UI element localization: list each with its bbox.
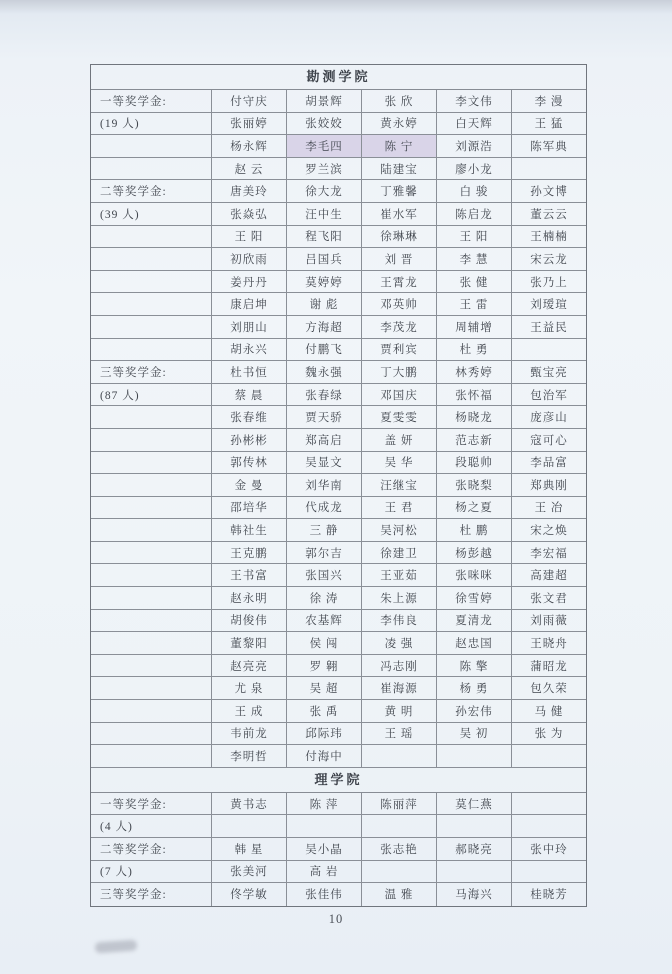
- student-name-cell: 杨彭越: [437, 542, 512, 564]
- student-name-cell: 马海兴: [437, 883, 512, 906]
- student-name-cell: [512, 339, 586, 361]
- section-header: 勘测学院: [91, 65, 586, 90]
- table-row: [91, 564, 586, 587]
- student-name-cell: 陈 擎: [437, 655, 512, 677]
- student-name-cell: 吴 超: [287, 677, 362, 699]
- table-row: [91, 745, 586, 768]
- student-name-cell: 孙彬彬: [212, 429, 287, 451]
- student-name-cell: 张晓梨: [437, 474, 512, 496]
- table-row: [91, 655, 586, 678]
- student-name-cell: [512, 861, 586, 883]
- student-name-cell: 蔡 晨: [212, 384, 287, 406]
- student-name-cell: 陈 萍: [287, 793, 362, 815]
- student-name-cell: 汪中生: [287, 203, 362, 225]
- student-name-cell: 谢 彪: [287, 293, 362, 315]
- table-row: [91, 542, 586, 565]
- tier-label-cell: 三等奖学金:: [91, 361, 212, 383]
- student-name-cell: 赵亮亮: [212, 655, 287, 677]
- tier-label-cell: [91, 677, 212, 699]
- student-name-cell: 王霄龙: [362, 271, 437, 293]
- tier-label-cell: [91, 519, 212, 541]
- student-name-cell: 徐大龙: [287, 180, 362, 202]
- table-row: [91, 406, 586, 429]
- table-row: [91, 452, 586, 475]
- student-name-cell: 董云云: [530, 208, 568, 221]
- tier-label-cell: [91, 158, 212, 180]
- tier-label-cell: [91, 497, 212, 519]
- student-name-cell: 胡俊伟: [212, 610, 287, 632]
- student-name-cell: 韦前龙: [212, 723, 287, 745]
- student-name-cell: 白 骏: [437, 180, 512, 202]
- student-name-cell: 杜 鹏: [437, 519, 512, 541]
- student-name-cell: 王克鹏: [212, 542, 287, 564]
- tier-label-cell: [91, 655, 212, 677]
- student-name-cell: 朱上源: [362, 587, 437, 609]
- student-name-cell: 邱际玮: [287, 723, 362, 745]
- student-name-cell: 黄永婷: [362, 113, 437, 135]
- table-row: [91, 587, 586, 610]
- student-name-cell: 张中玲: [530, 843, 568, 856]
- student-name-cell: 王 瑶: [362, 723, 437, 745]
- student-name-cell: 王亚茹: [362, 564, 437, 586]
- student-name-cell: 王 冶: [534, 502, 564, 515]
- table-row: [91, 519, 586, 542]
- student-name-cell: 盖 妍: [362, 429, 437, 451]
- tier-label-cell: [91, 632, 212, 654]
- student-name-cell: 张 为: [534, 728, 564, 741]
- table-row: [91, 632, 586, 655]
- section-header: 理学院: [91, 768, 586, 793]
- table-row: [91, 271, 586, 294]
- student-name-cell: 王 猛: [534, 118, 564, 131]
- ink-smudge: [95, 940, 138, 954]
- student-name-cell: 付鹏飞: [287, 339, 362, 361]
- student-name-cell: 丁大鹏: [362, 361, 437, 383]
- student-name-cell: 邵培华: [212, 497, 287, 519]
- table-row: [91, 815, 586, 838]
- student-name-cell: 张美河: [212, 861, 287, 883]
- student-name-cell: 罗 翱: [287, 655, 362, 677]
- student-name-cell: 代成龙: [287, 497, 362, 519]
- student-name-cell: 吴 初: [437, 723, 512, 745]
- table-row: [91, 203, 586, 226]
- student-name-cell: 郭传林: [212, 452, 287, 474]
- student-name-cell: 董黎阳: [212, 632, 287, 654]
- student-name-cell: [362, 861, 437, 883]
- student-name-cell: 邓英帅: [362, 293, 437, 315]
- student-name-cell: 王 雷: [437, 293, 512, 315]
- table-row: [91, 700, 586, 723]
- student-name-cell: 赵忠国: [437, 632, 512, 654]
- student-name-cell: 李毛四: [287, 135, 362, 157]
- student-name-cell: 黄书志: [212, 793, 287, 815]
- student-name-cell: 王益民: [530, 321, 568, 334]
- student-name-cell: [362, 815, 437, 837]
- tier-label-cell: (4 人): [91, 815, 212, 837]
- student-name-cell: 杨之夏: [437, 497, 512, 519]
- student-name-cell: 崔海源: [362, 677, 437, 699]
- student-name-cell: 张春绿: [287, 384, 362, 406]
- student-name-cell: 吕国兵: [287, 248, 362, 270]
- table-row: [91, 293, 586, 316]
- student-name-cell: 刘朋山: [212, 316, 287, 338]
- student-name-cell: 吴显文: [287, 452, 362, 474]
- tier-label-cell: [91, 339, 212, 361]
- student-name-cell: 贾天骄: [287, 406, 362, 428]
- table-row: [91, 883, 586, 906]
- table-row: [91, 158, 586, 181]
- student-name-cell: 三 静: [287, 519, 362, 541]
- student-name-cell: 李文伟: [437, 90, 512, 112]
- table-row: [91, 793, 586, 816]
- tier-label-cell: [91, 226, 212, 248]
- student-name-cell: 林秀婷: [437, 361, 512, 383]
- student-name-cell: 吴河松: [362, 519, 437, 541]
- student-name-cell: [512, 793, 586, 815]
- student-name-cell: 刘源浩: [437, 135, 512, 157]
- student-name-cell: 孙宏伟: [437, 700, 512, 722]
- tier-label-cell: (19 人): [91, 113, 212, 135]
- student-name-cell: 张志艳: [362, 838, 437, 860]
- student-name-cell: 刘华南: [287, 474, 362, 496]
- student-name-cell: 韩社生: [212, 519, 287, 541]
- student-name-cell: 冯志刚: [362, 655, 437, 677]
- student-name-cell: 方海超: [287, 316, 362, 338]
- student-name-cell: 陈丽萍: [362, 793, 437, 815]
- student-name-cell: 张佳伟: [287, 883, 362, 906]
- tier-label-cell: [91, 700, 212, 722]
- student-name-cell: 夏雯雯: [362, 406, 437, 428]
- scholarship-table: [90, 64, 587, 907]
- table-row: [91, 610, 586, 633]
- student-name-cell: 吴小晶: [287, 838, 362, 860]
- table-row: [91, 90, 586, 113]
- student-name-cell: 陈军典: [530, 140, 568, 153]
- student-name-cell: 邓国庆: [362, 384, 437, 406]
- student-name-cell: 黄 明: [362, 700, 437, 722]
- table-row: [91, 861, 586, 884]
- tier-label-cell: [91, 564, 212, 586]
- student-name-cell: 佟学敏: [212, 883, 287, 906]
- student-name-cell: 张 健: [437, 271, 512, 293]
- student-name-cell: 温 雅: [362, 883, 437, 906]
- student-name-cell: 付海中: [287, 745, 362, 767]
- student-name-cell: 张怀福: [437, 384, 512, 406]
- tier-label-cell: [91, 542, 212, 564]
- tier-label-cell: [91, 452, 212, 474]
- student-name-cell: 莫婷婷: [287, 271, 362, 293]
- student-name-cell: 刘雨薇: [530, 615, 568, 628]
- tier-label-cell: [91, 723, 212, 745]
- student-name-cell: [512, 158, 586, 180]
- student-name-cell: 罗兰滨: [287, 158, 362, 180]
- student-name-cell: 胡景辉: [287, 90, 362, 112]
- table-row: [91, 723, 586, 746]
- student-name-cell: 李茂龙: [362, 316, 437, 338]
- student-name-cell: 徐雪婷: [437, 587, 512, 609]
- table-row: [91, 226, 586, 249]
- student-name-cell: [437, 815, 512, 837]
- student-name-cell: 张姣姣: [287, 113, 362, 135]
- student-name-cell: 高 岩: [287, 861, 362, 883]
- student-name-cell: 刘瑷瑄: [530, 299, 568, 312]
- student-name-cell: 徐建卫: [362, 542, 437, 564]
- table-row: [91, 180, 586, 203]
- student-name-cell: 韩 星: [212, 838, 287, 860]
- student-name-cell: 付守庆: [212, 90, 287, 112]
- student-name-cell: 杨晓龙: [437, 406, 512, 428]
- tier-label-cell: 二等奖学金:: [91, 180, 212, 202]
- student-name-cell: 胡永兴: [212, 339, 287, 361]
- student-name-cell: 贾利宾: [362, 339, 437, 361]
- student-name-cell: 杜 勇: [437, 339, 512, 361]
- student-name-cell: 刘 晋: [362, 248, 437, 270]
- student-name-cell: 金 曼: [212, 474, 287, 496]
- student-name-cell: 郭尔吉: [287, 542, 362, 564]
- student-name-cell: 张乃上: [530, 276, 568, 289]
- table-row: [91, 135, 586, 158]
- student-name-cell: 王 阳: [437, 226, 512, 248]
- student-name-cell: 陈 宁: [362, 135, 437, 157]
- tier-label-cell: 二等奖学金:: [91, 838, 212, 860]
- student-name-cell: 丁雅馨: [362, 180, 437, 202]
- student-name-cell: 初欣雨: [212, 248, 287, 270]
- table-row: [91, 361, 586, 384]
- student-name-cell: 尤 泉: [212, 677, 287, 699]
- student-name-cell: 张文君: [530, 592, 568, 605]
- tier-label-cell: 一等奖学金:: [91, 793, 212, 815]
- tier-label-cell: [91, 429, 212, 451]
- tier-label-cell: [91, 271, 212, 293]
- table-row: [91, 248, 586, 271]
- student-name-cell: [512, 815, 586, 837]
- student-name-cell: 寇可心: [530, 434, 568, 447]
- student-name-cell: 杜书恒: [212, 361, 287, 383]
- student-name-cell: 崔水军: [362, 203, 437, 225]
- student-name-cell: [512, 745, 586, 767]
- student-name-cell: 孙文博: [530, 186, 568, 199]
- student-name-cell: 蒲昭龙: [530, 660, 568, 673]
- student-name-cell: 白天辉: [437, 113, 512, 135]
- tier-label-cell: 一等奖学金:: [91, 90, 212, 112]
- tier-label-cell: [91, 587, 212, 609]
- student-name-cell: 陆建宝: [362, 158, 437, 180]
- student-name-cell: [212, 815, 287, 837]
- student-name-cell: 杨永辉: [212, 135, 287, 157]
- tier-label-cell: [91, 610, 212, 632]
- student-name-cell: 王 阳: [212, 226, 287, 248]
- student-name-cell: 廖小龙: [437, 158, 512, 180]
- student-name-cell: 张国兴: [287, 564, 362, 586]
- student-name-cell: 王 成: [212, 700, 287, 722]
- tier-label-cell: [91, 745, 212, 767]
- student-name-cell: 李 漫: [534, 95, 564, 108]
- tier-label-cell: [91, 474, 212, 496]
- student-name-cell: 徐琳琳: [362, 226, 437, 248]
- student-name-cell: 康启坤: [212, 293, 287, 315]
- student-name-cell: 吴 华: [362, 452, 437, 474]
- student-name-cell: 魏永强: [287, 361, 362, 383]
- student-name-cell: 程飞阳: [287, 226, 362, 248]
- student-name-cell: 桂晓芳: [530, 889, 568, 902]
- student-name-cell: 李明哲: [212, 745, 287, 767]
- student-name-cell: 李伟良: [362, 610, 437, 632]
- student-name-cell: [287, 815, 362, 837]
- tier-label-cell: 三等奖学金:: [91, 883, 212, 906]
- student-name-cell: 汪继宝: [362, 474, 437, 496]
- student-name-cell: 张春维: [212, 406, 287, 428]
- student-name-cell: 张咪咪: [437, 564, 512, 586]
- student-name-cell: 农基辉: [287, 610, 362, 632]
- student-name-cell: 周辅增: [437, 316, 512, 338]
- tier-label-cell: (7 人): [91, 861, 212, 883]
- table-row: [91, 339, 586, 362]
- student-name-cell: 宋云龙: [530, 253, 568, 266]
- student-name-cell: 王晓舟: [530, 638, 568, 651]
- tier-label-cell: [91, 248, 212, 270]
- student-name-cell: 马 健: [534, 705, 564, 718]
- page-number: 10: [328, 912, 344, 926]
- student-name-cell: 莫仁燕: [437, 793, 512, 815]
- student-name-cell: 范志新: [437, 429, 512, 451]
- student-name-cell: 夏清龙: [437, 610, 512, 632]
- student-name-cell: 王书富: [212, 564, 287, 586]
- student-name-cell: 包久荣: [530, 683, 568, 696]
- table-row: [91, 384, 586, 407]
- tier-label-cell: [91, 406, 212, 428]
- table-row: [91, 838, 586, 861]
- student-name-cell: 杨 勇: [437, 677, 512, 699]
- table-row: [91, 497, 586, 520]
- student-name-cell: 侯 闯: [287, 632, 362, 654]
- student-name-cell: 张 欣: [362, 90, 437, 112]
- tier-label-cell: (87 人): [91, 384, 212, 406]
- student-name-cell: 庞彦山: [530, 412, 568, 425]
- student-name-cell: 张焱弘: [212, 203, 287, 225]
- table-row: [91, 677, 586, 700]
- student-name-cell: 赵永明: [212, 587, 287, 609]
- student-name-cell: 段聪帅: [437, 452, 512, 474]
- student-name-cell: 郝晓亮: [437, 838, 512, 860]
- table-row: [91, 113, 586, 136]
- student-name-cell: [362, 745, 437, 767]
- student-name-cell: 李 慧: [437, 248, 512, 270]
- student-name-cell: 姜丹丹: [212, 271, 287, 293]
- table-row: [91, 316, 586, 339]
- student-name-cell: 高建超: [530, 570, 568, 583]
- student-name-cell: 陈启龙: [437, 203, 512, 225]
- student-name-cell: 王楠楠: [530, 231, 568, 244]
- table-row: [91, 429, 586, 452]
- student-name-cell: 李宏福: [530, 547, 568, 560]
- student-name-cell: [437, 745, 512, 767]
- student-name-cell: 宋之焕: [530, 525, 568, 538]
- student-name-cell: 郑典刚: [530, 479, 568, 492]
- student-name-cell: 张 禹: [287, 700, 362, 722]
- tier-label-cell: (39 人): [91, 203, 212, 225]
- student-name-cell: 李品富: [530, 457, 568, 470]
- student-name-cell: 凌 强: [362, 632, 437, 654]
- student-name-cell: [437, 861, 512, 883]
- tier-label-cell: [91, 316, 212, 338]
- student-name-cell: 徐 涛: [287, 587, 362, 609]
- student-name-cell: 唐美玲: [212, 180, 287, 202]
- student-name-cell: 甄宝亮: [530, 366, 568, 379]
- student-name-cell: 赵 云: [212, 158, 287, 180]
- student-name-cell: 王 君: [362, 497, 437, 519]
- student-name-cell: 张丽婷: [212, 113, 287, 135]
- tier-label-cell: [91, 135, 212, 157]
- student-name-cell: 包治军: [530, 389, 568, 402]
- tier-label-cell: [91, 293, 212, 315]
- table-row: [91, 474, 586, 497]
- student-name-cell: 郑高启: [287, 429, 362, 451]
